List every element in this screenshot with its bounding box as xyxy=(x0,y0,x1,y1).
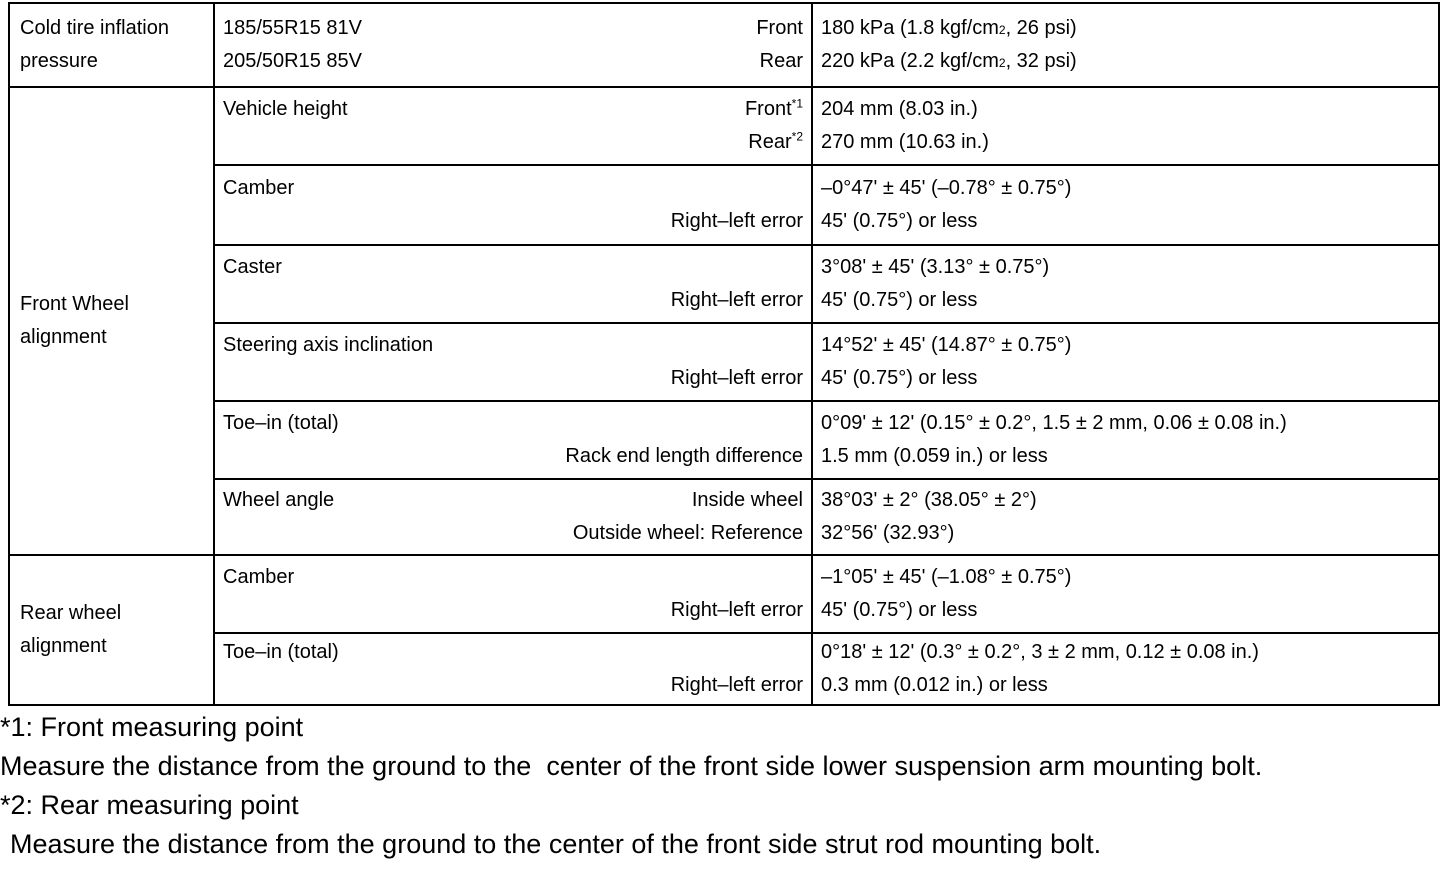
rear-toe-label: Toe–in (total) xyxy=(223,641,339,663)
footnote-1-title: *1: Front measuring point xyxy=(0,712,304,742)
rear-toe-value: 0°18' ± 12' (0.3° ± 0.2°, 3 ± 2 mm, 0.12 ± 0.08 in.) xyxy=(821,641,1259,663)
front-camber-items xyxy=(214,165,812,245)
tire-category xyxy=(9,3,214,87)
wheel-angle-outside-label: Outside wheel: Reference xyxy=(572,522,803,544)
wheel-angle-inside-value: 38°03' ± 2° (38.05° ± 2°) xyxy=(821,489,1037,511)
rear-camber-value: –1°05' ± 45' (–1.08° ± 0.75°) xyxy=(821,566,1072,588)
front-caster-label: Caster xyxy=(223,256,282,278)
vehicle-height-front-label: Front$^{*1}$ xyxy=(744,96,803,120)
front-toe-sub-value: 1.5 mm (0.059 in.) or less xyxy=(821,445,1048,467)
front-category-line2: alignment xyxy=(20,326,107,348)
tire-values xyxy=(812,3,1439,87)
front-camber-value: –0°47' ± 45' (–0.78° ± 0.75°) xyxy=(821,177,1072,199)
vehicle-height-items xyxy=(214,87,812,165)
front-toe-values xyxy=(812,401,1439,479)
vehicle-height-values xyxy=(812,87,1439,165)
rear-category-line2: alignment xyxy=(20,635,107,657)
front-toe-row xyxy=(9,401,1439,479)
wheel-angle-inside-label: Inside wheel xyxy=(691,489,803,511)
vehicle-height-label: Vehicle height xyxy=(223,98,348,120)
wheel-angle-outside-value: 32°56' (32.93°) xyxy=(821,522,955,544)
front-steering-value: 14°52' ± 45' (14.87° ± 0.75°) xyxy=(821,334,1072,356)
front-toe-items xyxy=(214,401,812,479)
wheel-angle-label: Wheel angle xyxy=(223,489,335,511)
rear-category-line1: Rear wheel xyxy=(20,602,122,624)
footnote-2-title: *2: Rear measuring point xyxy=(0,790,299,820)
footnotes xyxy=(0,708,1456,864)
front-caster-values xyxy=(812,245,1439,323)
tire-position-rear: Rear xyxy=(759,50,803,72)
rear-toe-values xyxy=(812,633,1439,705)
tire-category-line1: Cold tire inflation xyxy=(20,17,169,39)
front-steering-row xyxy=(9,323,1439,401)
vehicle-height-rear-label: Rear$^{*2}$ xyxy=(748,129,803,153)
vehicle-height-front-value: 204 mm (8.03 in.) xyxy=(821,98,978,120)
tire-row xyxy=(9,3,1439,87)
front-camber-sub: Right–left error xyxy=(670,210,803,232)
tire-value-front: 180 kPa (1.8 kgf/cm 2 , 26 psi) xyxy=(821,17,1077,39)
rear-toe-items xyxy=(214,633,812,705)
footnote-1-text: Measure the distance from the ground to the center of the front side lower suspension arm mounting bolt. xyxy=(0,751,1263,781)
rear-camber-values xyxy=(812,555,1439,633)
wheel-angle-items xyxy=(214,479,812,555)
front-toe-sub: Rack end length difference xyxy=(565,445,803,467)
front-caster-items xyxy=(214,245,812,323)
wheel-angle-values xyxy=(812,479,1439,555)
wheel-angle-row xyxy=(9,479,1439,555)
front-steering-items xyxy=(214,323,812,401)
front-caster-sub: Right–left error xyxy=(670,289,803,311)
front-category xyxy=(9,87,214,555)
spec-table xyxy=(8,2,1440,706)
rear-toe-row xyxy=(9,633,1439,705)
tire-items xyxy=(214,3,812,87)
tire-spec-rear: 205/50R15 85V xyxy=(223,50,363,72)
rear-toe-sub-value: 0.3 mm (0.012 in.) or less xyxy=(821,674,1048,696)
rear-camber-row xyxy=(9,555,1439,633)
vehicle-height-rear-value: 270 mm (10.63 in.) xyxy=(821,131,989,153)
rear-camber-sub-value: 45' (0.75°) or less xyxy=(821,599,978,621)
rear-category xyxy=(9,555,214,705)
front-camber-values xyxy=(812,165,1439,245)
front-camber-row xyxy=(9,165,1439,245)
front-steering-sub: Right–left error xyxy=(670,367,803,389)
front-caster-row xyxy=(9,245,1439,323)
front-caster-value: 3°08' ± 45' (3.13° ± 0.75°) xyxy=(821,256,1050,278)
tire-category-line2: pressure xyxy=(20,50,98,72)
front-toe-value: 0°09' ± 12' (0.15° ± 0.2°, 1.5 ± 2 mm, 0.06 ± 0.08 in.) xyxy=(821,412,1287,434)
rear-camber-sub: Right–left error xyxy=(670,599,803,621)
vehicle-height-row xyxy=(9,87,1439,165)
footnote-2-text: Measure the distance from the ground to the center of the front side strut rod mounting bolt. xyxy=(10,829,1102,859)
front-steering-values xyxy=(812,323,1439,401)
rear-camber-items xyxy=(214,555,812,633)
front-toe-label: Toe–in (total) xyxy=(223,412,339,434)
rear-toe-sub: Right–left error xyxy=(670,674,803,696)
tire-position-front: Front xyxy=(756,17,803,39)
front-category-line1: Front Wheel xyxy=(20,293,129,315)
tire-spec-front: 185/55R15 81V xyxy=(223,17,363,39)
front-steering-sub-value: 45' (0.75°) or less xyxy=(821,367,978,389)
rear-camber-label: Camber xyxy=(223,566,295,588)
front-caster-sub-value: 45' (0.75°) or less xyxy=(821,289,978,311)
tire-value-rear: 220 kPa (2.2 kgf/cm 2 , 32 psi) xyxy=(821,50,1077,72)
front-camber-label: Camber xyxy=(223,177,295,199)
front-steering-label: Steering axis inclination xyxy=(223,334,434,356)
front-camber-sub-value: 45' (0.75°) or less xyxy=(821,210,978,232)
